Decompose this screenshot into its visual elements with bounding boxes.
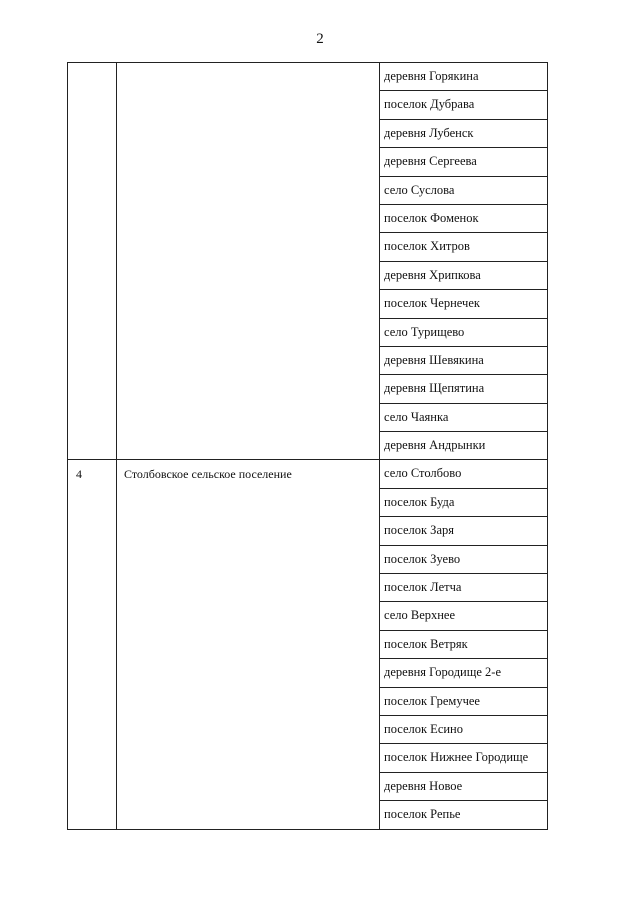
place-cell: поселок Фоменок <box>380 204 548 232</box>
section-divider <box>67 62 548 63</box>
place-cell: поселок Зуево <box>380 545 548 573</box>
table-section <box>67 459 548 828</box>
place-cell: поселок Нижнее Городище <box>380 743 548 771</box>
place-cell: село Верхнее <box>380 601 548 629</box>
settlements-table <box>67 62 548 830</box>
place-cell: поселок Дубрава <box>380 90 548 118</box>
place-cell: поселок Хитров <box>380 232 548 260</box>
place-cell: деревня Андрынки <box>380 431 548 459</box>
place-cell: поселок Гремучее <box>380 687 548 715</box>
place-cell: село Суслова <box>380 176 548 204</box>
place-cell: поселок Заря <box>380 516 548 544</box>
places-column <box>380 62 548 459</box>
table-bottom-border <box>67 829 548 830</box>
place-cell: село Столбово <box>380 459 548 487</box>
place-cell: село Чаянка <box>380 403 548 431</box>
place-cell: поселок Чернечек <box>380 289 548 317</box>
place-cell: деревня Щепятина <box>380 374 548 402</box>
place-cell: деревня Лубенск <box>380 119 548 147</box>
place-cell: поселок Буда <box>380 488 548 516</box>
place-cell: поселок Летча <box>380 573 548 601</box>
place-cell: деревня Горякина <box>380 62 548 90</box>
section-name-cell: Столбовское сельское поселение <box>117 459 380 828</box>
place-cell: деревня Сергеева <box>380 147 548 175</box>
section-number-cell: 4 <box>67 459 117 828</box>
page-number: 2 <box>316 31 324 47</box>
place-cell: деревня Новое <box>380 772 548 800</box>
place-cell: деревня Городище 2-е <box>380 658 548 686</box>
table-section <box>67 62 548 459</box>
section-divider <box>67 459 548 460</box>
places-column <box>380 459 548 828</box>
section-name-cell <box>117 62 380 459</box>
place-cell: поселок Репье <box>380 800 548 828</box>
place-cell: село Турищево <box>380 318 548 346</box>
place-cell: поселок Ветряк <box>380 630 548 658</box>
place-cell: поселок Есино <box>380 715 548 743</box>
place-cell: деревня Шевякина <box>380 346 548 374</box>
place-cell: деревня Хрипкова <box>380 261 548 289</box>
section-number-cell <box>67 62 117 459</box>
